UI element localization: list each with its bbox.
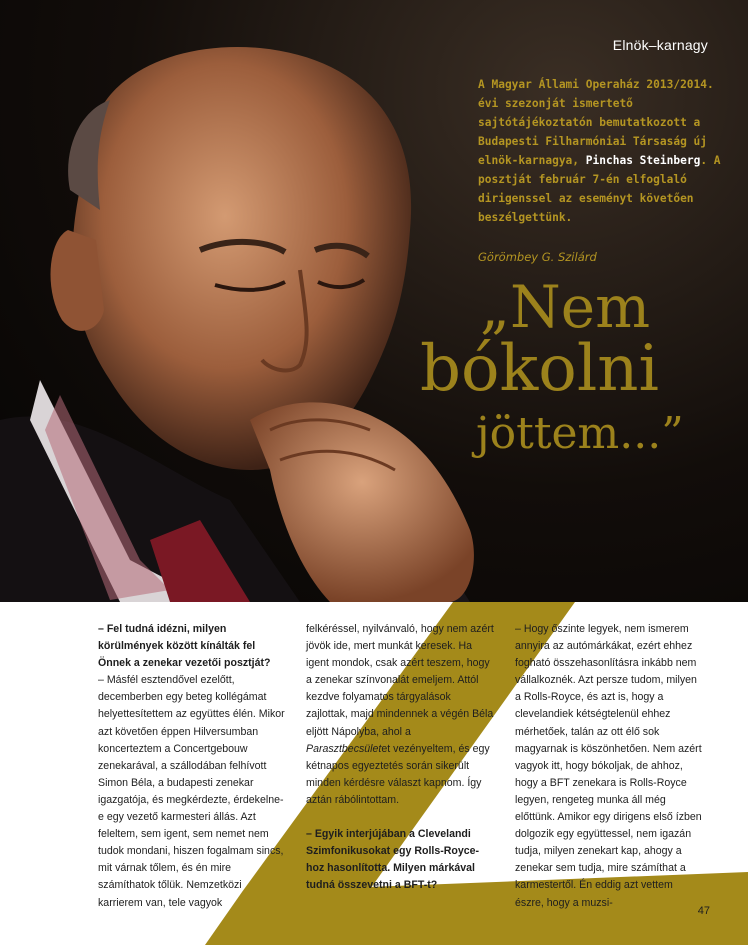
intro-paragraph <box>478 75 728 227</box>
answer-1-text: felkéréssel, nyilvánvaló, hogy nem azért jövök ide, mert munkát keresek. Ha igent mondok, csak azért teszem, hogy a zenekar színvonalát emeljem. Attól kezdve folyamatos tárgyalások zajlottak, majd mindennek a végén Béla eljött Nápolyba, ahol a <box>306 623 494 738</box>
page-number: 47 <box>697 905 710 917</box>
headline-line-2: bókolni <box>420 332 659 406</box>
headline-line-3: jöttem...” <box>476 408 684 459</box>
intro-text-after-name: . A posztját február 7-én elfoglaló dirigenssel az eseményt követően beszélgettünk. <box>478 154 721 224</box>
text-column-1 <box>98 621 286 912</box>
answer-1-part-2 <box>306 621 494 809</box>
intro-text-before-name: A Magyar Állami Operaház 2013/2014. évi szezonját ismertető sajtótájékoztatón bemutatkozott a Budapesti Filharmóniai Társaság új elnök-karnagya, <box>478 78 714 167</box>
conductor-name: Pinchas Steinberg <box>585 154 701 167</box>
opera-title: Parasztbecsület <box>306 742 382 755</box>
author-byline: Görömbey G. Szilárd <box>478 250 597 264</box>
section-label: Elnök–karnagy <box>612 37 708 53</box>
text-column-3 <box>515 621 703 912</box>
headline-line-1: „Nem <box>480 273 651 341</box>
article-body <box>0 602 748 945</box>
text-column-2 <box>306 621 494 894</box>
answer-2: – Hogy őszinte legyek, nem ismerem annyira az autómárkákat, ezért ehhez fogható összehasonlításra inkább nem vállalkoznék. Azt persze tudom, milyen a Rolls-Royce, és azt is, hogy a clevelandiek kétségtelenül ehhez mérhetőek, talán az ott élő sok magyarnak is köszönhetően. Nem azért vagyok itt, hogy bókoljak, de ahhoz, hogy a BFT zenekara is Rolls-Royce legyen, rengeteg munka áll még előttünk. Amikor egy dirigens első ízben dolgozik egy együttessel, nem igazán tudja, milyen zenekart kap, ahogy a zenekar sem tudja, mire számíthat a karmestertől. Én eddig azt vettem észre, hogy a muzsi- <box>515 623 702 909</box>
question-2: – Egyik interjújában a Clevelandi Szimfonikusokat egy Rolls-Royce-hoz hasonlította. Milyen márkával tudná összevetni a BFT-t? <box>306 828 480 892</box>
answer-1-text-end: et vezényeltem, és egy kétnapos egyeztetés során sikerült minden kérdésre választ kapnom. Így aztán rábólintottam. <box>306 742 490 806</box>
answer-1-part-1: – Másfél esztendővel ezelőtt, decemberben egy beteg kollégámat helyettesítettem az együttes élén. Mikor azt követően éppen Hilversumban koncerteztem a Concertgebouw zenekarával, a szállodában felhívott Simon Béla, a budapesti zenekar igazgatója, és megkérdezte, érdekelne-e egy vezető karmesteri állás. Azt feleltem, sem igent, sem nemet nem tudok mondani, hiszen fogalmam sincs, mit várnak tőlem, és én mire számíthatok tőlük. Nemzetközi karrierem van, tele vagyok <box>98 674 285 909</box>
question-1: – Fel tudná idézni, milyen körülmények között kínálták fel Önnek a zenekar vezetői posztját? <box>98 623 271 670</box>
